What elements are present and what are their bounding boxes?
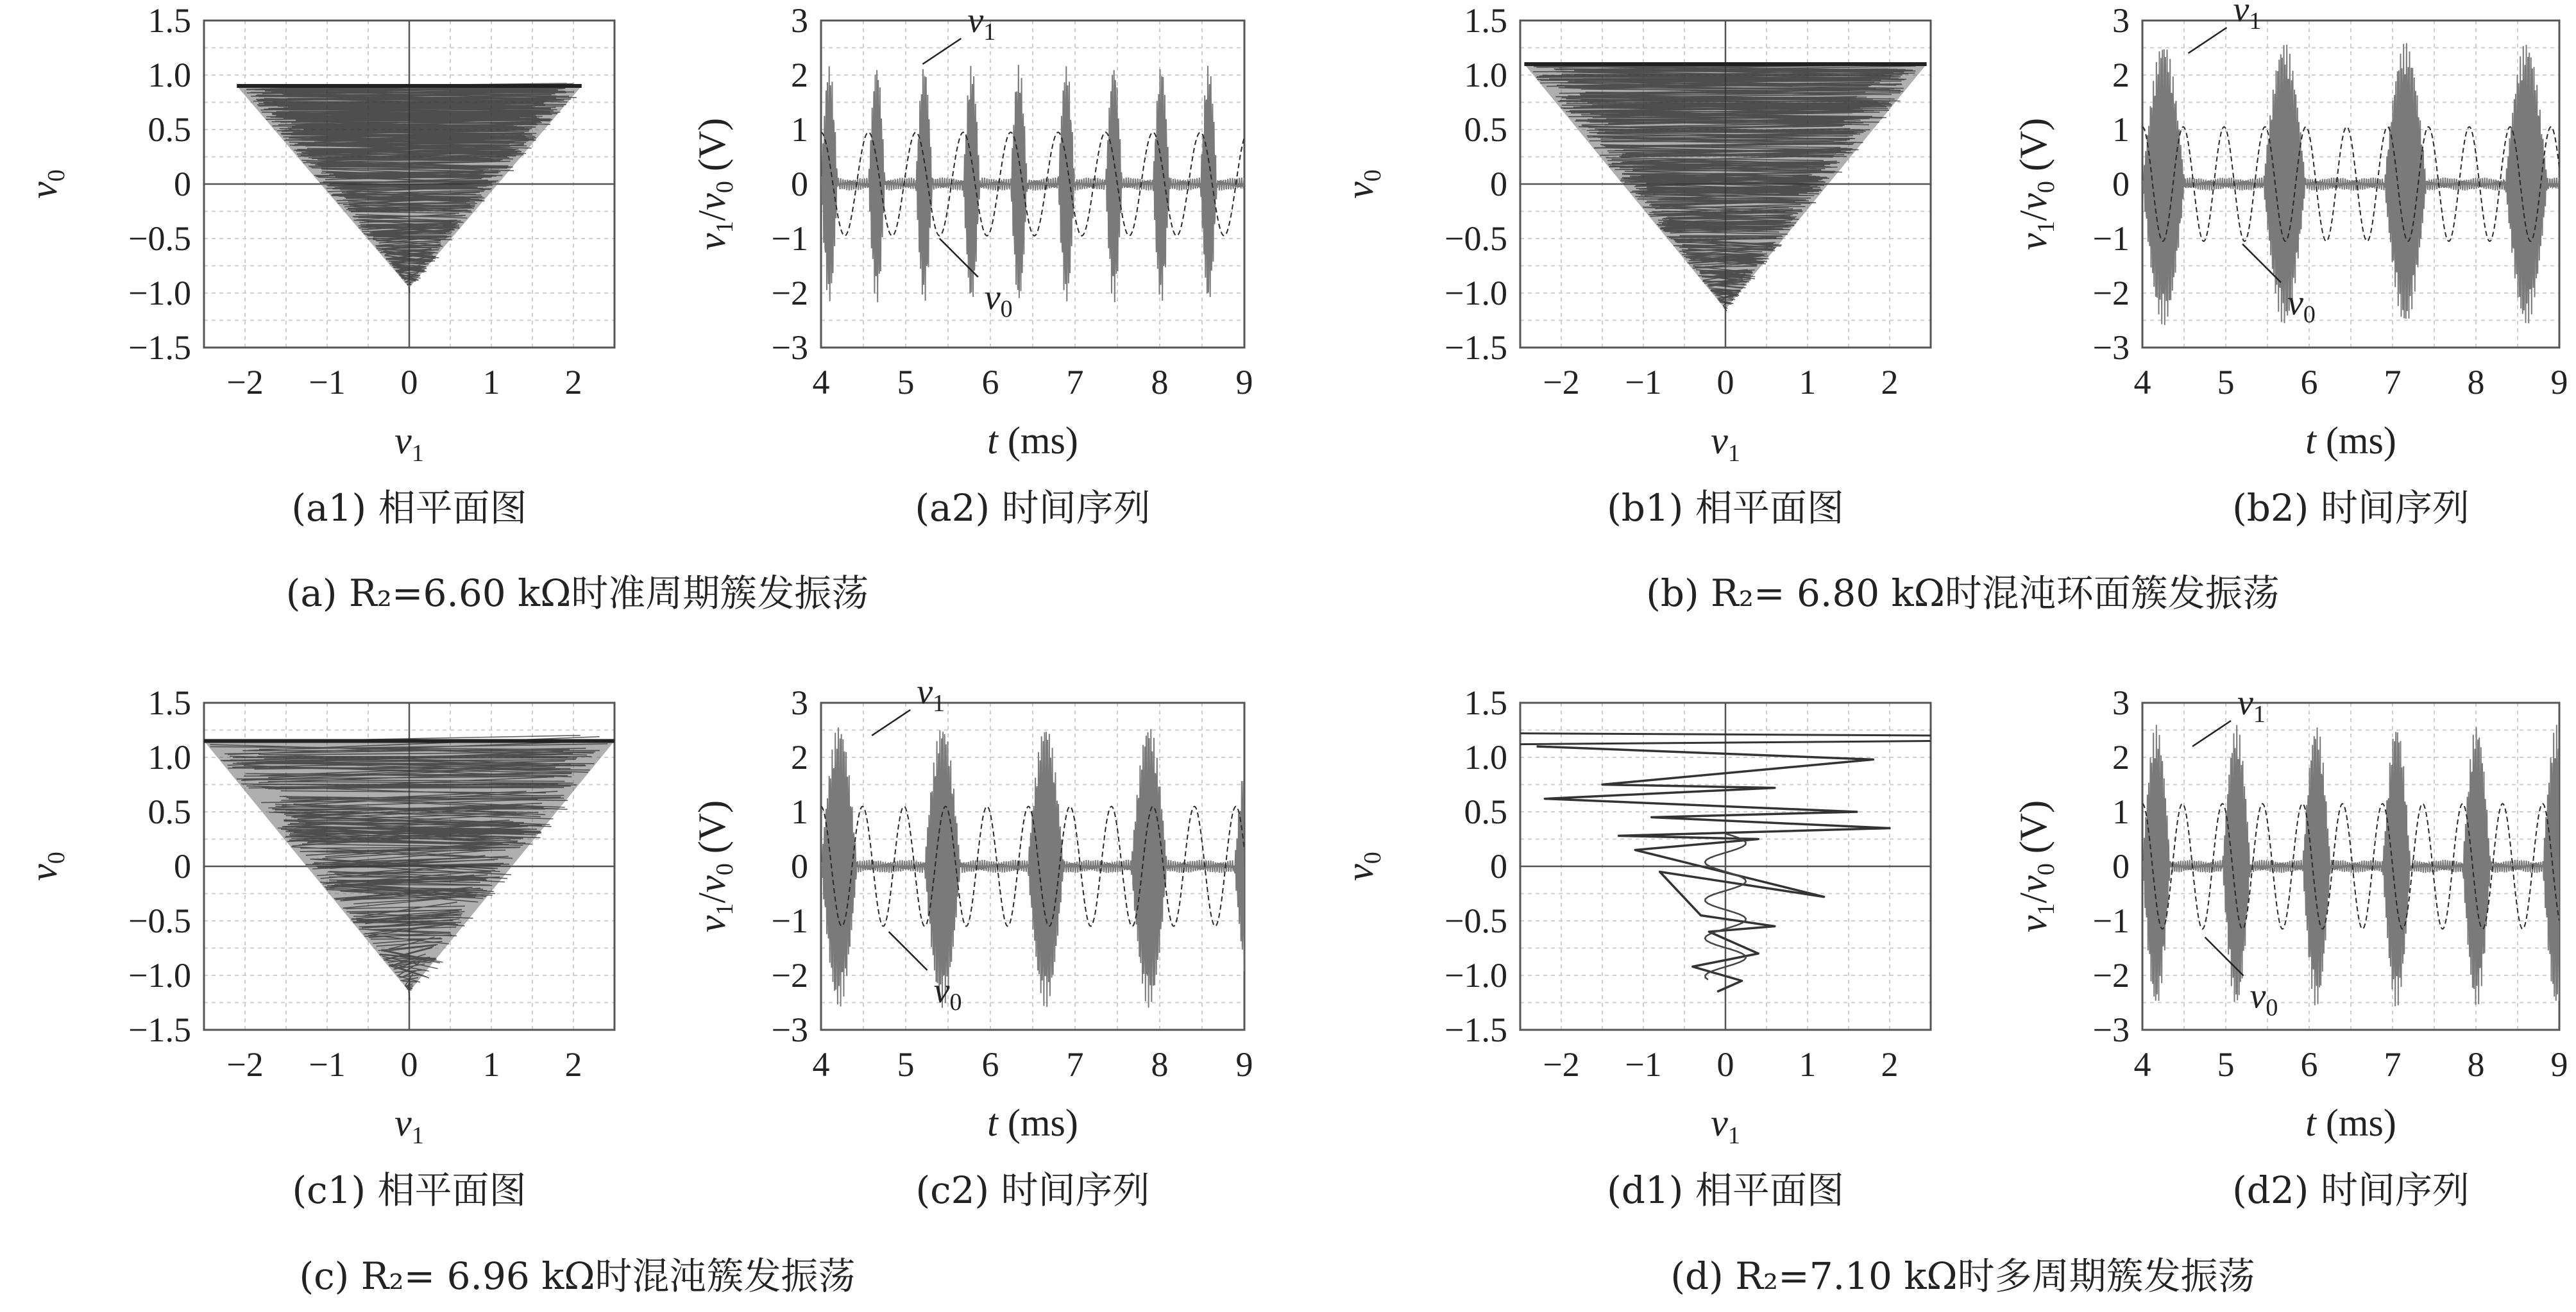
y-tick-label: 1 bbox=[791, 110, 808, 149]
x-axis-label: $v_1$ bbox=[1711, 1102, 1740, 1149]
group-caption-c: (c) R₂= 6.96 kΩ时混沌簇发振荡 bbox=[299, 1254, 856, 1298]
y-tick-label: 2 bbox=[791, 738, 808, 777]
y-tick-label: 0.5 bbox=[148, 110, 191, 149]
panel-caption: (a1) 相平面图 bbox=[291, 486, 527, 530]
x-tick-label: −1 bbox=[1625, 363, 1662, 401]
x-tick-label: 2 bbox=[1881, 363, 1899, 401]
x-tick-label: 1 bbox=[1799, 1045, 1817, 1084]
panel-caption: (b1) 相平面图 bbox=[1607, 486, 1844, 530]
y-tick-label: 1.0 bbox=[1464, 738, 1507, 777]
y-tick-label: 3 bbox=[791, 684, 808, 722]
y-tick-label: 0.5 bbox=[1464, 110, 1507, 149]
annotation-arrow bbox=[889, 932, 928, 970]
x-tick-label: −1 bbox=[1625, 1045, 1662, 1084]
y-axis-label: $v_1/v_0$ (V) bbox=[2012, 800, 2060, 933]
x-tick-label: 6 bbox=[981, 1045, 999, 1084]
y-tick-label: 1 bbox=[2112, 793, 2130, 831]
y-tick-label: −0.5 bbox=[128, 902, 191, 940]
x-tick-label: 4 bbox=[812, 1045, 830, 1084]
y-tick-label: 1.0 bbox=[1464, 56, 1507, 94]
y-tick-label: 3 bbox=[2112, 684, 2130, 722]
panel-d1 bbox=[1339, 684, 1931, 1212]
x-tick-label: −2 bbox=[226, 363, 264, 401]
y-tick-label: 0 bbox=[174, 847, 191, 886]
y-axis-label: $v_1/v_0$ (V) bbox=[691, 117, 738, 251]
x-tick-label: 7 bbox=[2384, 363, 2402, 401]
annotation-arrow bbox=[872, 710, 910, 736]
y-tick-label: 2 bbox=[2112, 56, 2130, 94]
x-tick-label: 4 bbox=[2133, 1045, 2151, 1084]
x-tick-label: 2 bbox=[564, 363, 582, 401]
x-tick-label: −2 bbox=[1543, 1045, 1580, 1084]
x-tick-label: 9 bbox=[2550, 363, 2568, 401]
x-tick-label: 8 bbox=[1151, 1045, 1169, 1084]
y-tick-label: 0 bbox=[791, 847, 808, 886]
x-tick-label: 9 bbox=[2550, 1045, 2568, 1084]
annotation-v0: $v_0$ bbox=[2250, 976, 2278, 1022]
y-tick-label: −1.5 bbox=[1445, 1011, 1507, 1049]
x-tick-label: 5 bbox=[2217, 363, 2235, 401]
y-tick-label: −1 bbox=[771, 219, 808, 258]
y-tick-label: 1.5 bbox=[148, 684, 191, 722]
x-tick-label: 6 bbox=[981, 363, 999, 401]
x-tick-label: 0 bbox=[1716, 1045, 1734, 1084]
x-tick-label: 1 bbox=[482, 363, 500, 401]
y-tick-label: 0 bbox=[1490, 165, 1507, 203]
x-axis-label: $v_1$ bbox=[394, 419, 424, 467]
y-tick-label: −0.5 bbox=[1445, 219, 1507, 258]
x-tick-label: 0 bbox=[400, 1045, 418, 1084]
x-axis-label: $v_1$ bbox=[394, 1102, 424, 1149]
x-axis-label: t (ms) bbox=[2305, 1102, 2396, 1144]
panel-caption: (d1) 相平面图 bbox=[1607, 1168, 1844, 1212]
y-axis-label: $v_1/v_0$ (V) bbox=[691, 800, 738, 933]
panel-d2 bbox=[2012, 683, 2568, 1212]
x-tick-label: 0 bbox=[1716, 363, 1734, 401]
y-tick-label: −2 bbox=[2092, 956, 2130, 995]
group-caption-d: (d) R₂=7.10 kΩ时多周期簇发振荡 bbox=[1670, 1254, 2255, 1298]
y-tick-label: 3 bbox=[2112, 1, 2130, 40]
x-tick-label: 1 bbox=[1799, 363, 1817, 401]
x-tick-label: 6 bbox=[2300, 1045, 2318, 1084]
panel-a1 bbox=[22, 1, 614, 530]
y-tick-label: 1.0 bbox=[148, 738, 191, 777]
y-tick-label: −1.5 bbox=[1445, 328, 1507, 367]
y-tick-label: −3 bbox=[2092, 1011, 2130, 1049]
x-tick-label: 7 bbox=[1066, 363, 1084, 401]
y-tick-label: 0 bbox=[2112, 165, 2130, 203]
panel-caption: (b2) 时间序列 bbox=[2232, 486, 2470, 530]
y-tick-label: 0 bbox=[174, 165, 191, 203]
x-tick-label: 2 bbox=[1881, 1045, 1899, 1084]
phase-trajectory bbox=[246, 83, 577, 293]
y-tick-label: −1 bbox=[2092, 219, 2130, 258]
y-tick-label: −1.0 bbox=[128, 274, 191, 312]
phase-trajectory bbox=[1533, 63, 1916, 311]
group-caption-b: (b) R₂= 6.80 kΩ时混沌环面簇发振荡 bbox=[1646, 571, 2280, 615]
x-axis-label: $v_1$ bbox=[1711, 419, 1740, 467]
x-tick-label: 1 bbox=[482, 1045, 500, 1084]
y-tick-label: −1.0 bbox=[1445, 956, 1507, 995]
y-tick-label: 0.5 bbox=[148, 793, 191, 831]
panel-b1 bbox=[1339, 1, 1931, 530]
x-tick-label: −2 bbox=[1543, 363, 1580, 401]
panel-c1 bbox=[22, 684, 614, 1212]
y-tick-label: 1.5 bbox=[1464, 1, 1507, 40]
y-tick-label: 0 bbox=[1490, 847, 1507, 886]
series-c1 bbox=[204, 736, 614, 1000]
y-axis-label: $v_1/v_0$ (V) bbox=[2012, 117, 2060, 251]
y-axis-label: $v_0$ bbox=[1339, 169, 1386, 199]
y-tick-label: 0.5 bbox=[1464, 793, 1507, 831]
annotation-arrow bbox=[922, 38, 961, 64]
x-tick-label: 8 bbox=[2467, 363, 2485, 401]
y-axis-label: $v_0$ bbox=[1339, 852, 1386, 881]
annotation-v1: $v_1$ bbox=[967, 1, 996, 46]
y-tick-label: −1.5 bbox=[128, 328, 191, 367]
panel-caption: (c2) 时间序列 bbox=[915, 1168, 1150, 1212]
x-tick-label: 4 bbox=[812, 363, 830, 401]
panel-caption: (d2) 时间序列 bbox=[2232, 1168, 2470, 1212]
panel-caption: (a2) 时间序列 bbox=[915, 486, 1151, 530]
y-tick-label: −1 bbox=[2092, 902, 2130, 940]
x-tick-label: 8 bbox=[1151, 363, 1169, 401]
y-tick-label: 0 bbox=[791, 165, 808, 203]
x-tick-label: 8 bbox=[2467, 1045, 2485, 1084]
annotation-v1: $v_1$ bbox=[917, 672, 945, 717]
y-tick-label: −2 bbox=[771, 956, 808, 995]
y-axis-label: $v_0$ bbox=[22, 852, 70, 881]
annotation-v1: $v_1$ bbox=[2233, 0, 2262, 35]
phase-trajectory bbox=[1537, 746, 1890, 992]
y-tick-label: 2 bbox=[2112, 738, 2130, 777]
annotation-arrow bbox=[2189, 28, 2227, 53]
annotation-v0: $v_0$ bbox=[2287, 283, 2316, 328]
group-caption-a: (a) R₂=6.60 kΩ时准周期簇发振荡 bbox=[285, 571, 869, 615]
y-tick-label: −1.5 bbox=[128, 1011, 191, 1049]
x-tick-label: 7 bbox=[1066, 1045, 1084, 1084]
annotation-v0: $v_0$ bbox=[933, 971, 962, 1016]
y-tick-label: 1.5 bbox=[148, 1, 191, 40]
y-tick-label: 1.0 bbox=[148, 56, 191, 94]
y-tick-label: −3 bbox=[771, 1011, 808, 1049]
y-tick-label: −0.5 bbox=[1445, 902, 1507, 940]
y-tick-label: 2 bbox=[791, 56, 808, 94]
y-tick-label: −1 bbox=[771, 902, 808, 940]
y-tick-label: −1.0 bbox=[1445, 274, 1507, 312]
x-tick-label: −1 bbox=[309, 1045, 346, 1084]
x-tick-label: −1 bbox=[309, 363, 346, 401]
x-tick-label: 6 bbox=[2300, 363, 2318, 401]
x-tick-label: 7 bbox=[2384, 1045, 2402, 1084]
panel-a2 bbox=[691, 1, 1253, 530]
y-tick-label: −3 bbox=[2092, 328, 2130, 367]
panel-caption: (c1) 相平面图 bbox=[292, 1168, 527, 1212]
annotation-v0: $v_0$ bbox=[984, 278, 1013, 323]
y-tick-label: 0 bbox=[2112, 847, 2130, 886]
y-axis-label: $v_0$ bbox=[22, 169, 70, 199]
x-axis-label: t (ms) bbox=[987, 1102, 1078, 1144]
x-axis-label: t (ms) bbox=[987, 419, 1078, 462]
x-axis-label: t (ms) bbox=[2305, 419, 2396, 462]
x-tick-label: 0 bbox=[400, 363, 418, 401]
y-tick-label: 3 bbox=[791, 1, 808, 40]
panel-b2 bbox=[2012, 0, 2568, 530]
x-tick-label: 9 bbox=[1235, 363, 1253, 401]
y-tick-label: 1.5 bbox=[1464, 684, 1507, 722]
x-tick-label: 4 bbox=[2133, 363, 2151, 401]
x-tick-label: 2 bbox=[564, 1045, 582, 1084]
y-tick-label: −2 bbox=[2092, 274, 2130, 312]
y-tick-label: −2 bbox=[771, 274, 808, 312]
y-tick-label: 1 bbox=[791, 793, 808, 831]
x-tick-label: 5 bbox=[2217, 1045, 2235, 1084]
x-tick-label: 5 bbox=[897, 1045, 915, 1084]
panel-c2 bbox=[691, 672, 1253, 1212]
y-tick-label: 1 bbox=[2112, 110, 2130, 149]
x-tick-label: 9 bbox=[1235, 1045, 1253, 1084]
series-b1 bbox=[1524, 63, 1926, 311]
y-tick-label: −3 bbox=[771, 328, 808, 367]
annotation-v1: $v_1$ bbox=[2237, 683, 2266, 728]
y-tick-label: −0.5 bbox=[128, 219, 191, 258]
y-tick-label: −1.0 bbox=[128, 956, 191, 995]
series-a1 bbox=[237, 83, 582, 293]
x-tick-label: −2 bbox=[226, 1045, 264, 1084]
x-tick-label: 5 bbox=[897, 363, 915, 401]
